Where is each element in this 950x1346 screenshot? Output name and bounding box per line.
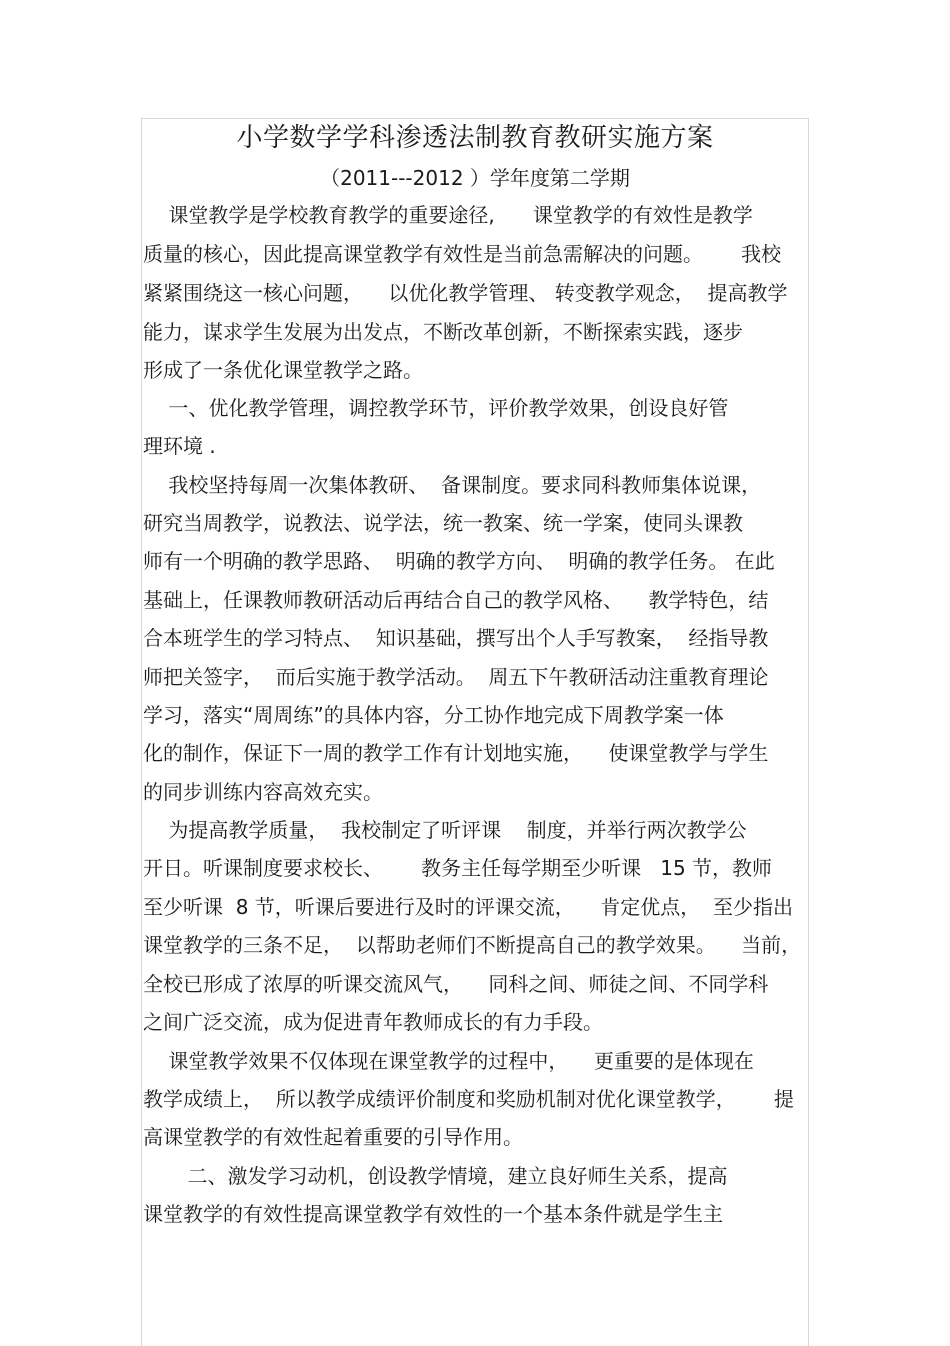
body-line: 紧紧围绕这一核心问题， 以优化教学管理、 转变教学观念， 提高教学 <box>143 281 788 305</box>
body-line: 学习，落实“周周练”的具体内容，分工协作地完成下周教学案一体 <box>143 703 724 727</box>
body-line: 高课堂教学的有效性起着重要的引导作用。 <box>143 1125 523 1149</box>
body-line: 课堂教学效果不仅体现在课堂教学的过程中， 更重要的是体现在 <box>143 1049 754 1073</box>
body-line: 质量的核心，因此提高课堂教学有效性是当前急需解决的问题。 我校 <box>143 242 782 266</box>
body-line: 能力，谋求学生发展为出发点，不断改革创新，不断探索实践，逐步 <box>143 320 743 344</box>
body-line: 课堂教学的三条不足， 以帮助老师们不断提高自己的教学效果。 当前， <box>143 933 802 957</box>
body-line: 课堂教学是学校教育教学的重要途径, 课堂教学的有效性是教学 <box>143 203 753 227</box>
body-line: 全校已形成了浓厚的听课交流风气， 同科之间、师徒之间、不同学科 <box>143 972 769 996</box>
body-line: 的同步训练内容高效充实。 <box>143 780 383 804</box>
body-line: 研究当周教学，说教法、说学法，统一教案、统一学案，使同头课教 <box>143 511 743 535</box>
body-line: 课堂教学的有效性提高课堂教学有效性的一个基本条件就是学生主 <box>143 1202 723 1226</box>
document-subtitle: （2011---2012 ）学年度第二学期 <box>320 166 630 190</box>
body-line: 开日。听课制度要求校长、 教务主任每学期至少听课 15 节，教师 <box>143 856 773 880</box>
body-line: 师把关签字， 而后实施于教学活动。 周五下午教研活动注重教育理论 <box>143 665 769 689</box>
body-line: 我校坚持每周一次集体教研、 备课制度。要求同科教师集体说课， <box>143 473 762 497</box>
body-line: 形成了一条优化课堂教学之路。 <box>143 358 423 382</box>
body-line: 为提高教学质量， 我校制定了听评课 制度，并举行两次教学公 <box>143 818 747 842</box>
section-heading: 二、激发学习动机，创设教学情境，建立良好师生关系，提高 <box>143 1164 728 1188</box>
body-line: 化的制作，保证下一周的教学工作有计划地实施， 使课堂教学与学生 <box>143 741 769 765</box>
body-line: 合本班学生的学习特点、 知识基础，撰写出个人手写教案， 经指导教 <box>143 626 769 650</box>
body-line: 基础上，任课教师教研活动后再结合自己的教学风格、 教学特色，结 <box>143 588 769 612</box>
body-line: 教学成绩上， 所以教学成绩评价制度和奖励机制对优化课堂教学， 提 <box>143 1087 794 1111</box>
body-line: 至少听课 8 节，听课后要进行及时的评课交流， 肯定优点， 至少指出 <box>143 895 793 919</box>
body-line: 师有一个明确的教学思路、 明确的教学方向、 明确的教学任务。 在此 <box>143 549 775 573</box>
section-heading: 一、优化教学管理，调控教学环节，评价教学效果，创设良好管 <box>143 396 729 420</box>
body-line: 之间广泛交流，成为促进青年教师成长的有力手段。 <box>143 1010 603 1034</box>
section-heading: 理环境 . <box>143 434 216 458</box>
document-title: 小学数学学科渗透法制教育教研实施方案 <box>236 123 714 153</box>
